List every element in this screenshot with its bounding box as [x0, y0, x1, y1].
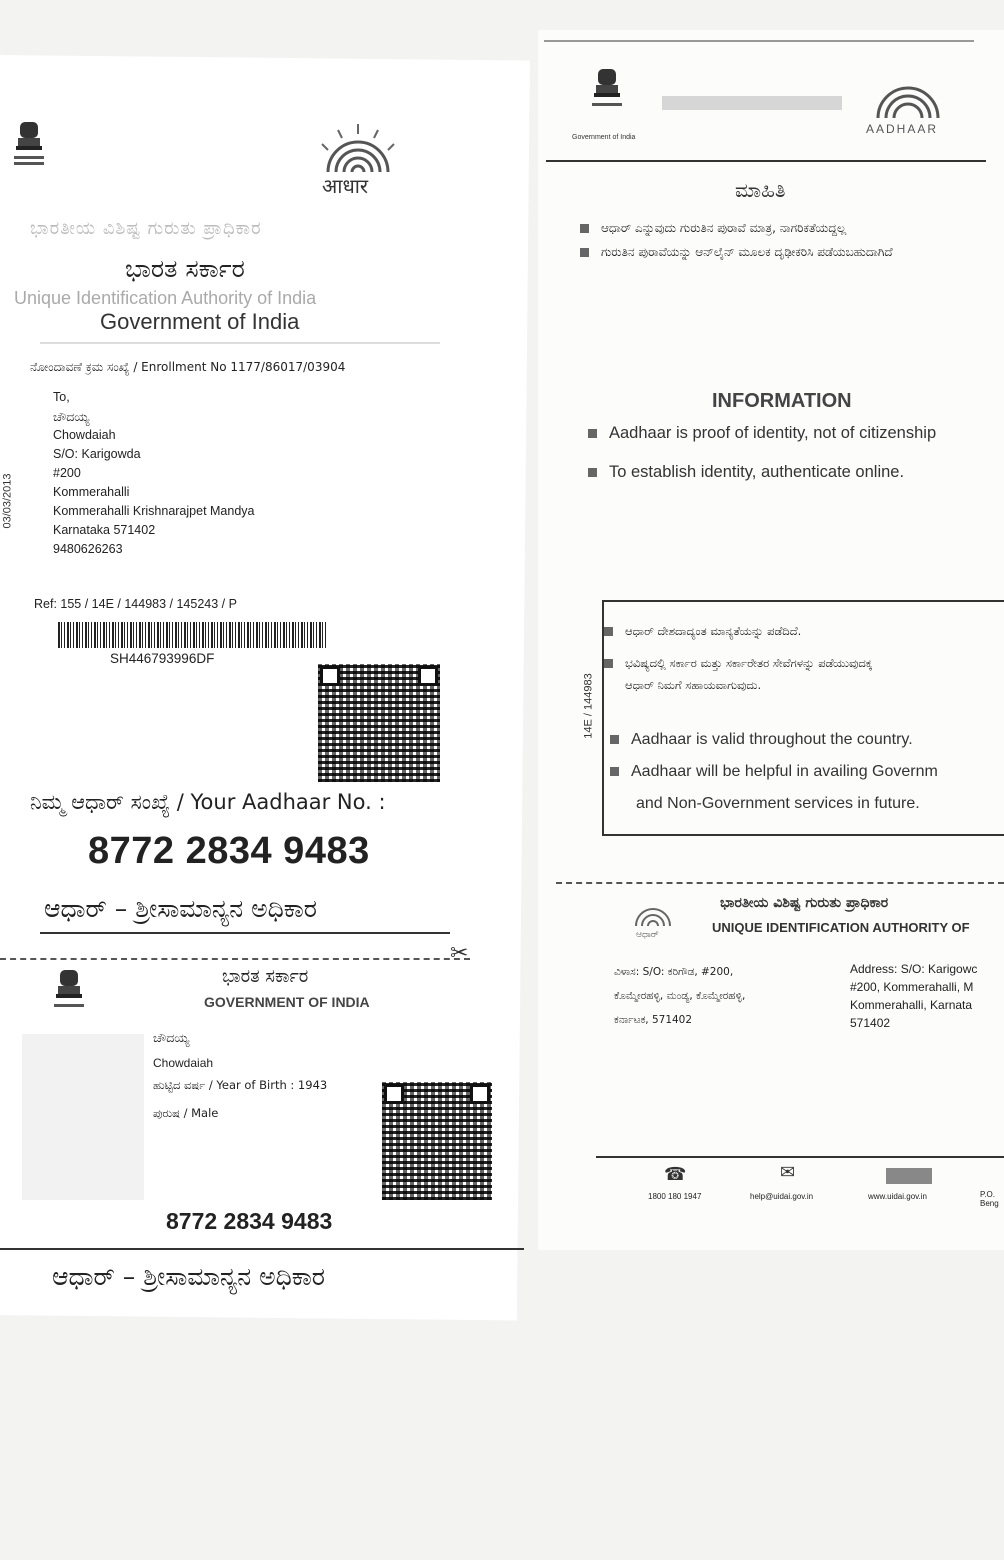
footer-email: help@uidai.gov.in: [750, 1192, 814, 1201]
card-name-en: Chowdaiah: [153, 1056, 214, 1070]
box-kn-list: [604, 620, 1004, 696]
govt-caption: Government of India: [572, 134, 636, 141]
barcode-text: SH446793996DF: [110, 651, 215, 666]
divider: [40, 342, 440, 344]
card-tagline: ಆಧಾರ್ – ಶ್ರೀಸಾಮಾನ್ಯನ ಅಧಿಕಾರ: [52, 1262, 326, 1291]
aadhaar-logo-icon: [856, 68, 960, 128]
barcode: [58, 622, 328, 648]
footer-po: P.O. Beng: [980, 1190, 999, 1208]
information-heading: INFORMATION: [712, 390, 852, 412]
uidai-title: Unique Identification Authority of India: [14, 288, 317, 308]
en-info-list: [588, 424, 1004, 482]
cut-line: [0, 958, 470, 960]
address-en-line: #200, Kommerahalli, M: [850, 980, 974, 994]
box-kn-item: ಭವಿಷ್ಯದಲ್ಲಿ ಸರ್ಕಾರ ಮತ್ತು ಸರ್ಕಾರೇತರ ಸೇವೆಗಳನ್ನು ಪಡೆಯುವುದಕ್ಕ: [604, 652, 1004, 674]
address-block: [53, 388, 353, 559]
ashoka-emblem-icon: [590, 65, 624, 115]
top-rule: [544, 40, 974, 42]
address-line: ಚೌದಯ್ಯ: [53, 409, 90, 424]
mahiti-heading: ಮಾಹಿತಿ: [735, 178, 786, 202]
your-aadhaar-label: ನಿಮ್ಮ ಆಧಾರ್ ಸಂಖ್ಯೆ / Your Aadhaar No. :: [30, 790, 386, 814]
address-kn-line: ವಿಳಾಸ: S/O: ಕರಿಗೌಡ, #200,: [614, 966, 734, 978]
card-yob: ಹುಟ್ಟಿದ ವರ್ಷ / Year of Birth : 1943: [153, 1078, 328, 1092]
authority-en: UNIQUE IDENTIFICATION AUTHORITY OF: [712, 920, 970, 935]
card-name-kn: ಚೌದಯ್ಯ: [153, 1030, 190, 1045]
card-aadhaar-number: 8772 2834 9483: [166, 1208, 333, 1234]
card-govt: GOVERNMENT OF INDIA: [204, 994, 370, 1010]
en-info-item: Aadhaar is proof of identity, not of citizenship: [588, 424, 1004, 443]
date-vertical: 03/03/2013: [1, 473, 14, 529]
address-en-line: Address: S/O: Karigowc: [850, 962, 978, 976]
enrollment-number: ನೋಂದಾವಣೆ ಕ್ರಮ ಸಂಖ್ಯೆ / Enrollment No 1177/86017/03904: [30, 360, 346, 374]
address-en-line: 571402: [850, 1016, 891, 1030]
address-line: Chowdaiah: [53, 428, 116, 442]
faded-authority-line: ಭಾರತೀಯ ವಿಶಿಷ್ಟ ಗುರುತು ಪ್ರಾಧಿಕಾರ: [30, 218, 262, 239]
cut-line: [556, 882, 1004, 884]
address-line: #200: [53, 466, 81, 480]
footer-rule: [596, 1156, 1004, 1158]
box-en-list: [610, 724, 1004, 820]
address-kn-line: ಕೊಮ್ಮೇರಹಳ್ಳಿ, ಮಂಡ್ಯ, ಕೊಮ್ಮೇರಹಳ್ಳಿ,: [614, 990, 746, 1002]
address-line: To,: [53, 390, 70, 404]
grey-bar: [662, 96, 842, 110]
phone-icon: ☎: [664, 1164, 687, 1184]
ashoka-emblem-icon: [52, 966, 86, 1016]
footer-phone: 1800 180 1947: [648, 1192, 702, 1201]
govt-title: Government of India: [100, 309, 300, 334]
reference-number: Ref: 155 / 14E / 144983 / 145243 / P: [34, 597, 237, 611]
box-en-item: Aadhaar will be helpful in availing Governm: [610, 756, 1004, 788]
en-info-item: To establish identity, authenticate online.: [588, 463, 1004, 482]
web-icon: [886, 1168, 932, 1184]
header-rule: [546, 160, 986, 162]
address-line: Kommerahalli Krishnarajpet Mandya: [53, 504, 255, 518]
tagline: ಆಧಾರ್ – ಶ್ರೀಸಾಮಾನ್ಯನ ಅಧಿಕಾರ: [44, 894, 318, 923]
ashoka-emblem-icon: [12, 118, 46, 168]
address-line: 9480626263: [53, 542, 123, 556]
kn-info-item: ಗುರುತಿನ ಪುರಾವೆಯನ್ನು ಆನ್‌ಲೈನ್ ಮೂಲಕ ದೃಢೀಕರಿಸಿ ಪಡೆಯಬಹುದಾಗಿದೆ: [580, 240, 1004, 264]
aadhaar-logo-text: AADHAAR: [866, 122, 939, 136]
authority-kn: ಭಾರತೀಯ ವಿಶಿಷ್ಟ ಗುರುತು ಪ್ರಾಧಿಕಾರ: [720, 895, 889, 911]
card-gender: ಪುರುಷ / Male: [153, 1106, 219, 1120]
box-kn-item: ಆಧಾರ್ ದೇಶದಾದ್ಯಂತ ಮಾನ್ಯತೆಯನ್ನು ಪಡೆದಿದೆ.: [604, 620, 1004, 642]
aadhaar-logo-icon: [628, 896, 678, 932]
aadhaar-number: 8772 2834 9483: [88, 830, 370, 872]
box-en-item: and Non-Government services in future.: [636, 795, 920, 812]
address-en-line: Kommerahalli, Karnata: [850, 998, 973, 1012]
box-code: 14E / 144983: [582, 673, 595, 739]
card-divider: [0, 1248, 524, 1250]
box-en-item: Aadhaar is valid throughout the country.: [610, 724, 1004, 756]
kannada-govt-title: ಭಾರತ ಸರ್ಕಾರ: [125, 254, 245, 283]
card-qr-code: [382, 1082, 492, 1200]
small-logo-text: ಆಧಾರ್: [636, 930, 659, 940]
tagline-underline: [40, 932, 450, 934]
scissors-icon: ✂: [450, 940, 469, 965]
aadhaar-logo-text: आधार: [322, 174, 369, 198]
address-kn-line: ಕರ್ನಾಟಕ, 571402: [614, 1014, 693, 1026]
address-en: [850, 960, 977, 1032]
address-line: Kommerahalli: [53, 485, 130, 499]
address-line: S/O: Karigowda: [53, 447, 141, 461]
mail-icon: ✉: [780, 1162, 796, 1182]
address-kn: [614, 960, 745, 1032]
card-kannada-govt: ಭಾರತ ಸರ್ಕಾರ: [222, 966, 309, 987]
qr-code: [318, 664, 440, 782]
address-line: Karnataka 571402: [53, 523, 156, 537]
kn-info-list: [580, 216, 1004, 264]
box-kn-item: ಆಧಾರ್ ನಿಮಗೆ ಸಹಾಯವಾಗುವುದು.: [625, 678, 762, 692]
photo: [22, 1034, 144, 1200]
kn-info-item: ಆಧಾರ್ ಎನ್ನುವುದು ಗುರುತಿನ ಪುರಾವೆ ಮಾತ್ರ, ನಾಗರಿಕತೆಯದ್ದಲ್ಲ: [580, 216, 1004, 240]
footer-web: www.uidai.gov.in: [868, 1192, 927, 1201]
